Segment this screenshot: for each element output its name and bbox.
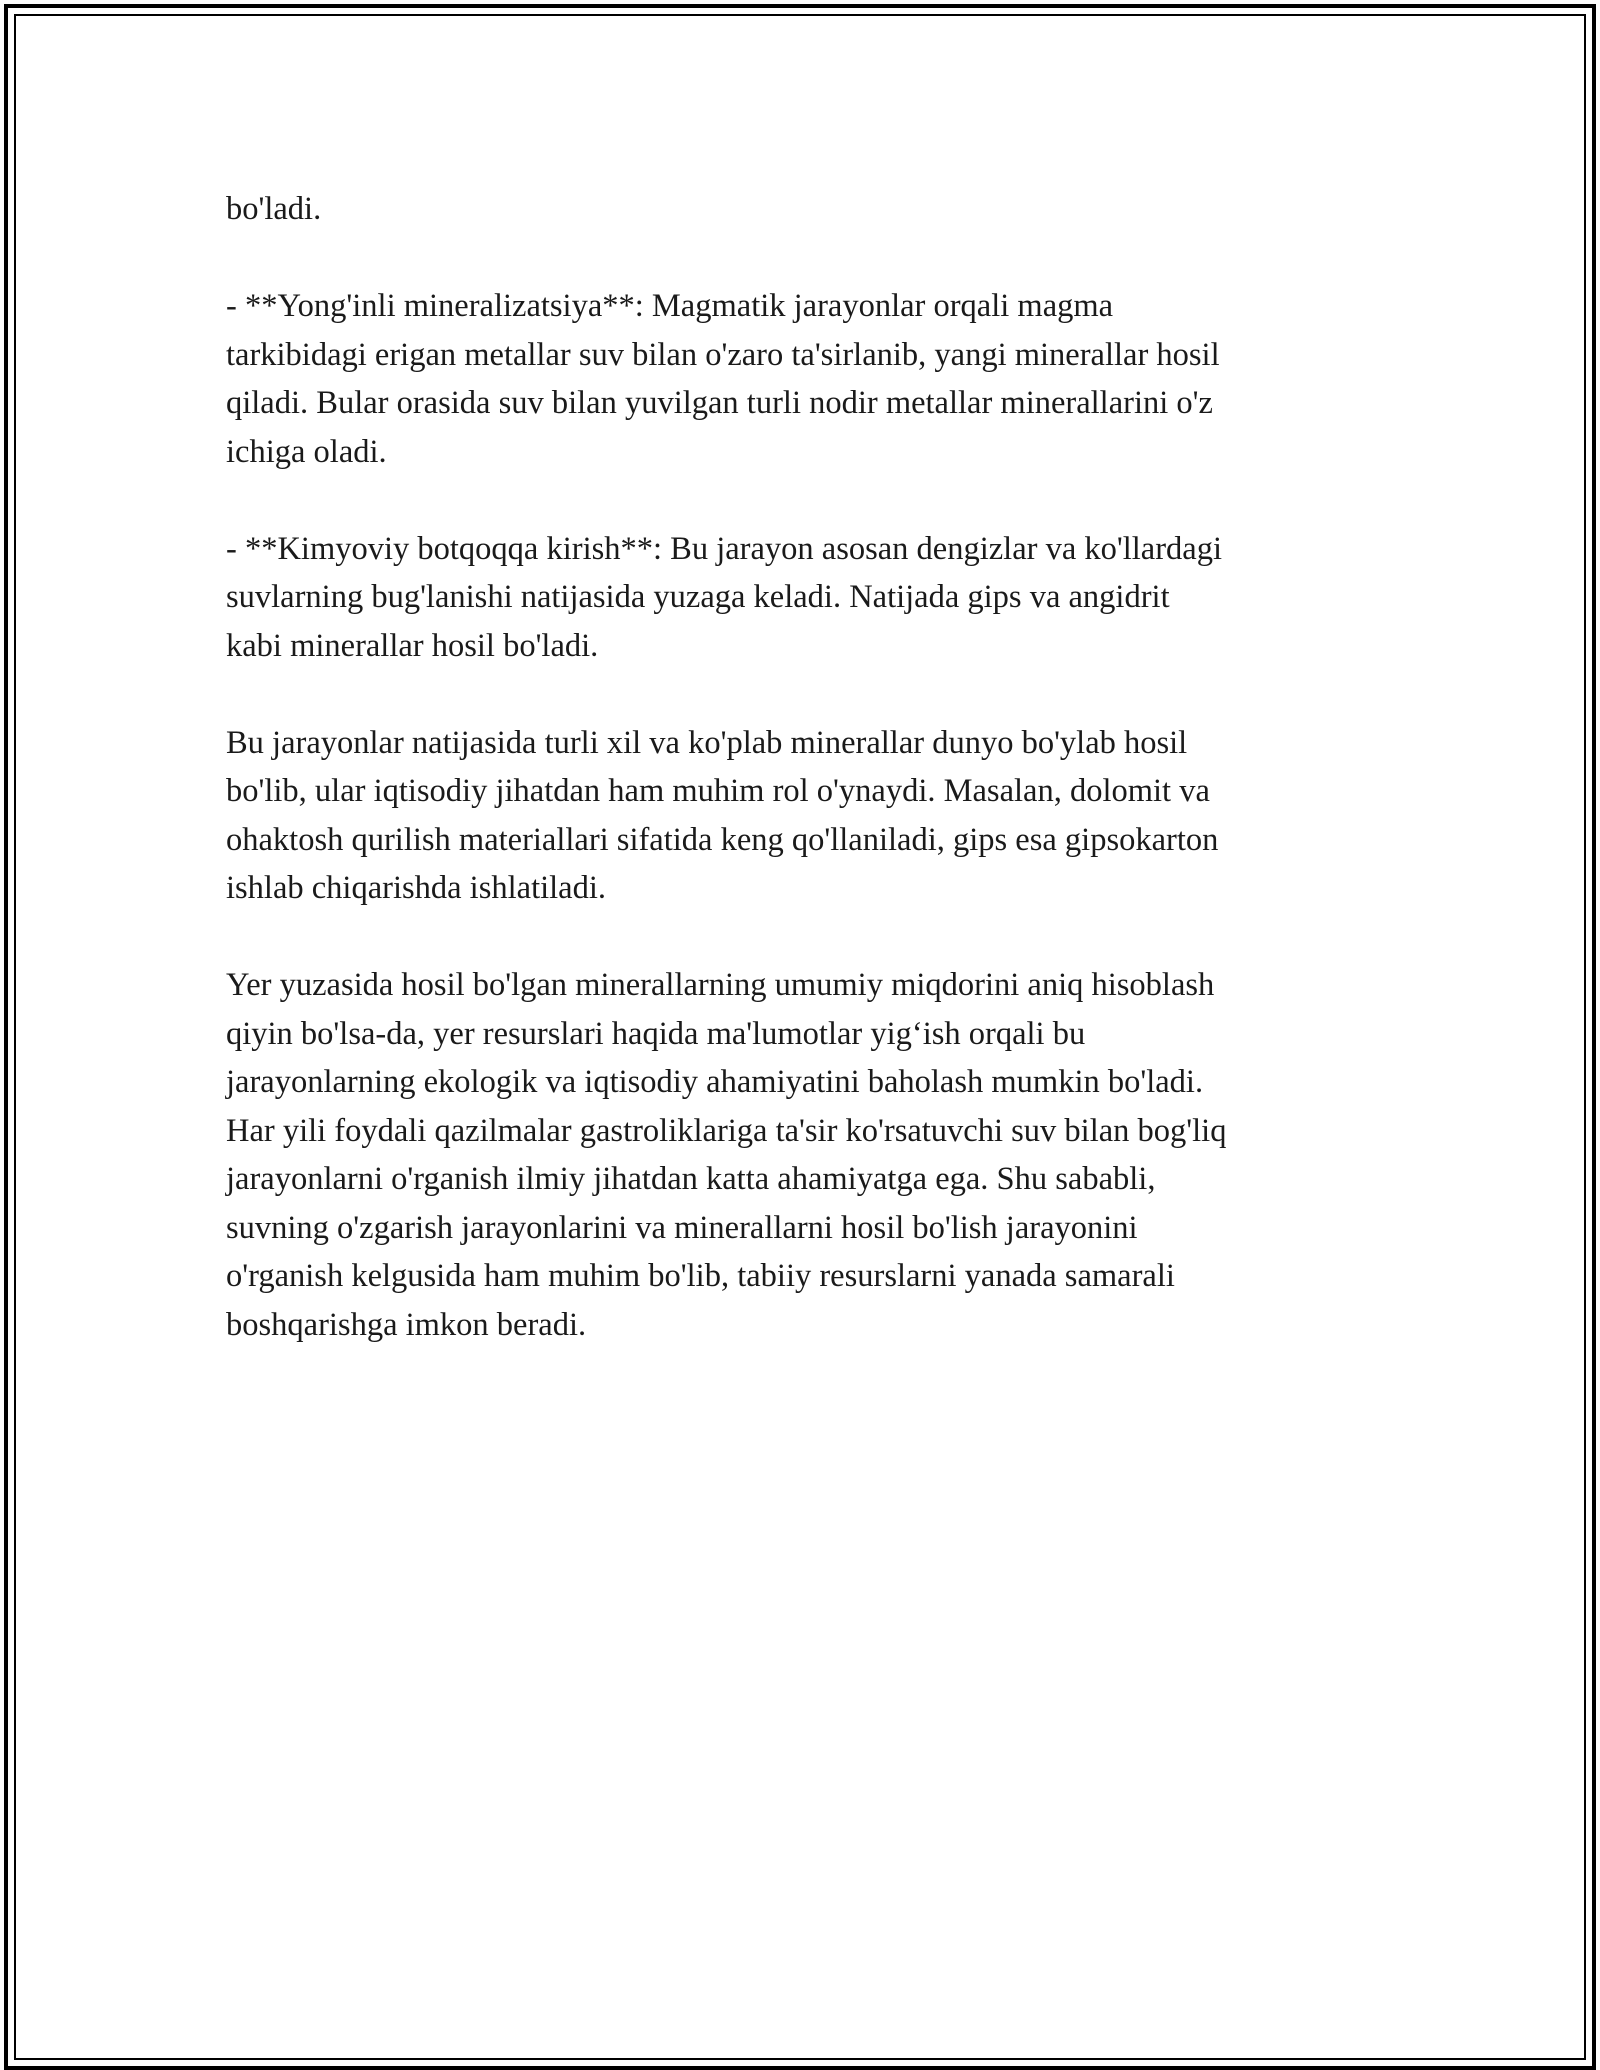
text-line: bo'ladi. — [226, 191, 322, 227]
text-line: qiyin bo'lsa-da, yer resurslari haqida ma'lumotlar yig‘ish orqali bu — [226, 1015, 1086, 1052]
paragraph-economic-importance — [226, 719, 1386, 913]
text-line: ichiga oladi. — [226, 433, 387, 470]
text-line: - **Yong'inli mineralizatsiya**: Magmatik jarayonlar orqali magma — [226, 288, 1114, 324]
text-line: Har yili foydali qazilmalar gastroliklariga ta'sir ko'rsatuvchi suv bilan bog'liq — [226, 1112, 1227, 1149]
text-line: jarayonlarning ekologik va iqtisodiy ahamiyatini baholash mumkin bo'ladi. — [226, 1064, 1204, 1100]
text-line: ishlab chiqarishda ishlatiladi. — [226, 870, 606, 906]
paragraph-conclusion — [226, 961, 1386, 1349]
text-line: ohaktosh qurilish materiallari sifatida keng qo'llaniladi, gips esa gipsokarton — [226, 821, 1219, 858]
text-line: o'rganish kelgusida ham muhim bo'lib, tabiiy resurslarni yanada samarali — [226, 1258, 1175, 1294]
text-line: Yer yuzasida hosil bo'lgan minerallarning umumiy miqdorini aniq hisoblash — [226, 967, 1215, 1003]
text-line: boshqarishga imkon beradi. — [226, 1306, 587, 1343]
text-line: tarkibidagi erigan metallar suv bilan o'zaro ta'sirlanib, yangi minerallar hosil — [226, 336, 1220, 373]
text-line: Bu jarayonlar natijasida turli xil va ko'plab minerallar dunyo bo'ylab hosil — [226, 724, 1188, 761]
paragraph-kimyoviy-botqoqqa-kirish — [226, 525, 1386, 671]
text-line: jarayonlarni o'rganish ilmiy jihatdan katta ahamiyatga ega. Shu sababli, — [226, 1161, 1156, 1197]
paragraph-yonginli-mineralizatsiya — [226, 282, 1386, 476]
document-body — [226, 185, 1386, 1398]
text-line: - **Kimyoviy botqoqqa kirish**: Bu jarayon asosan dengizlar va ko'llardagi — [226, 530, 1222, 567]
text-line: qiladi. Bular orasida suv bilan yuvilgan turli nodir metallar minerallarini o'z — [226, 385, 1213, 421]
text-line: suvning o'zgarish jarayonlarini va minerallarni hosil bo'lish jarayonini — [226, 1209, 1138, 1246]
text-line: kabi minerallar hosil bo'ladi. — [226, 627, 599, 664]
paragraph-continuation — [226, 185, 1386, 234]
text-line: suvlarning bug'lanishi natijasida yuzaga keladi. Natijada gips va angidrit — [226, 579, 1170, 615]
text-line: bo'lib, ular iqtisodiy jihatdan ham muhim rol o'ynaydi. Masalan, dolomit va — [226, 773, 1210, 809]
